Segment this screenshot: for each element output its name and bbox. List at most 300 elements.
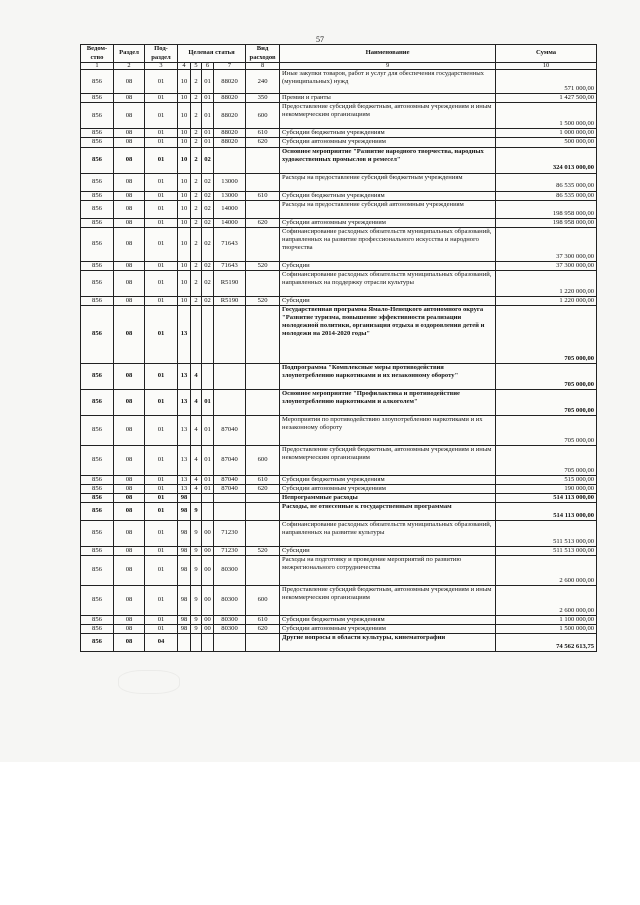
podrazdel-cell: 01 [145, 363, 178, 389]
direction-code-cell: 87040 [214, 484, 246, 493]
expense-type-cell [246, 147, 280, 173]
program-code-cell: 98 [178, 624, 191, 633]
col-num: 7 [214, 63, 246, 70]
vedomstvo-cell: 856 [81, 445, 114, 475]
expense-type-cell: 620 [246, 624, 280, 633]
amount-cell: 1 500 000,00 [496, 103, 597, 129]
event-code-cell: 01 [202, 389, 214, 415]
vedomstvo-cell: 856 [81, 502, 114, 520]
program-code-cell: 10 [178, 129, 191, 138]
table-row [81, 546, 597, 555]
event-code-cell [202, 363, 214, 389]
table-row [81, 484, 597, 493]
razdel-cell: 08 [114, 555, 145, 585]
expense-type-cell [246, 633, 280, 651]
direction-code-cell: 80300 [214, 555, 246, 585]
amount-cell: 511 513 000,00 [496, 520, 597, 546]
direction-code-cell [214, 633, 246, 651]
program-code-cell: 10 [178, 227, 191, 261]
razdel-cell: 08 [114, 624, 145, 633]
expense-type-cell: 610 [246, 191, 280, 200]
vedomstvo-cell: 856 [81, 94, 114, 103]
subprogram-code-cell: 2 [191, 94, 202, 103]
vedomstvo-cell: 856 [81, 363, 114, 389]
amount-cell: 1 220 000,00 [496, 296, 597, 305]
amount-cell: 705 000,00 [496, 305, 597, 363]
program-code-cell [178, 633, 191, 651]
razdel-cell: 08 [114, 520, 145, 546]
direction-code-cell: 71643 [214, 261, 246, 270]
item-name-cell: Предоставление субсидий бюджетным, автономным учреждениям и иным некоммерческим организациям [280, 585, 496, 615]
program-code-cell: 13 [178, 415, 191, 445]
table-row [81, 218, 597, 227]
expense-type-cell [246, 389, 280, 415]
header-row [81, 45, 597, 63]
expense-type-cell [246, 493, 280, 502]
expense-type-cell: 240 [246, 70, 280, 94]
direction-code-cell: R5190 [214, 270, 246, 296]
col-vid: Вид расходов [246, 45, 280, 63]
col-num: 2 [114, 63, 145, 70]
col-podrazdel: Под-раздел [145, 45, 178, 63]
table-row [81, 363, 597, 389]
amount-cell: 705 000,00 [496, 389, 597, 415]
item-name-cell: Премии и гранты [280, 94, 496, 103]
vedomstvo-cell: 856 [81, 555, 114, 585]
podrazdel-cell: 01 [145, 555, 178, 585]
event-code-cell: 02 [202, 200, 214, 218]
table-row [81, 585, 597, 615]
table-row [81, 389, 597, 415]
item-name-cell: Субсидии [280, 296, 496, 305]
direction-code-cell: 14000 [214, 200, 246, 218]
event-code-cell [202, 305, 214, 363]
col-num: 4 [178, 63, 191, 70]
vedomstvo-cell: 856 [81, 475, 114, 484]
podrazdel-cell: 01 [145, 138, 178, 147]
subprogram-code-cell: 2 [191, 70, 202, 94]
amount-cell: 198 958 000,00 [496, 218, 597, 227]
razdel-cell: 08 [114, 261, 145, 270]
subprogram-code-cell: 9 [191, 624, 202, 633]
direction-code-cell [214, 502, 246, 520]
table-row [81, 129, 597, 138]
subprogram-code-cell: 9 [191, 520, 202, 546]
program-code-cell: 98 [178, 502, 191, 520]
direction-code-cell: 14000 [214, 218, 246, 227]
razdel-cell: 08 [114, 502, 145, 520]
table-row [81, 173, 597, 191]
vedomstvo-cell: 856 [81, 200, 114, 218]
vedomstvo-cell: 856 [81, 173, 114, 191]
amount-cell: 37 300 000,00 [496, 261, 597, 270]
item-name-cell: Субсидии бюджетным учреждениям [280, 129, 496, 138]
subprogram-code-cell: 2 [191, 296, 202, 305]
amount-cell: 86 535 000,00 [496, 173, 597, 191]
item-name-cell: Субсидии автономным учреждениям [280, 218, 496, 227]
amount-cell: 324 013 000,00 [496, 147, 597, 173]
direction-code-cell: 13000 [214, 173, 246, 191]
razdel-cell: 08 [114, 493, 145, 502]
podrazdel-cell: 01 [145, 546, 178, 555]
subprogram-code-cell: 2 [191, 103, 202, 129]
vedomstvo-cell: 856 [81, 261, 114, 270]
amount-cell: 705 000,00 [496, 445, 597, 475]
item-name-cell: Расходы на подготовку и проведение мероприятий по развитию межрегионального сотрудничества [280, 555, 496, 585]
subprogram-code-cell: 2 [191, 191, 202, 200]
program-code-cell: 98 [178, 493, 191, 502]
razdel-cell: 08 [114, 445, 145, 475]
razdel-cell: 08 [114, 270, 145, 296]
razdel-cell: 08 [114, 389, 145, 415]
item-name-cell: Субсидии бюджетным учреждениям [280, 475, 496, 484]
razdel-cell: 08 [114, 70, 145, 94]
program-code-cell: 10 [178, 173, 191, 191]
vedomstvo-cell: 856 [81, 270, 114, 296]
subprogram-code-cell: 9 [191, 615, 202, 624]
item-name-cell: Непрограммные расходы [280, 493, 496, 502]
item-name-cell: Другие вопросы в области культуры, кинематографии [280, 633, 496, 651]
item-name-cell: Предоставление субсидий бюджетным, автономным учреждениям и иным некоммерческим организациям [280, 445, 496, 475]
expense-type-cell: 520 [246, 296, 280, 305]
subprogram-code-cell: 4 [191, 484, 202, 493]
table-row [81, 296, 597, 305]
item-name-cell: Софинансирование расходных обязательств муниципальных образований, направленных на развитие культуры [280, 520, 496, 546]
expense-type-cell [246, 200, 280, 218]
event-code-cell: 00 [202, 624, 214, 633]
expense-type-cell: 620 [246, 484, 280, 493]
program-code-cell: 13 [178, 445, 191, 475]
vedomstvo-cell: 856 [81, 546, 114, 555]
razdel-cell: 08 [114, 138, 145, 147]
expense-type-cell: 610 [246, 475, 280, 484]
subprogram-code-cell: 2 [191, 200, 202, 218]
vedomstvo-cell: 856 [81, 493, 114, 502]
vedomstvo-cell: 856 [81, 296, 114, 305]
amount-cell: 571 000,00 [496, 70, 597, 94]
table-row [81, 520, 597, 546]
direction-code-cell: 80300 [214, 585, 246, 615]
program-code-cell: 10 [178, 296, 191, 305]
direction-code-cell: 87040 [214, 415, 246, 445]
expense-type-cell [246, 520, 280, 546]
expense-type-cell: 600 [246, 445, 280, 475]
expense-type-cell: 600 [246, 585, 280, 615]
program-code-cell: 98 [178, 615, 191, 624]
expense-type-cell: 620 [246, 138, 280, 147]
vedomstvo-cell: 856 [81, 227, 114, 261]
podrazdel-cell: 01 [145, 305, 178, 363]
program-code-cell: 13 [178, 389, 191, 415]
subprogram-code-cell [191, 305, 202, 363]
table-row [81, 261, 597, 270]
item-name-cell: Субсидии автономным учреждениям [280, 624, 496, 633]
program-code-cell: 98 [178, 520, 191, 546]
razdel-cell: 08 [114, 103, 145, 129]
col-sum: Сумма [496, 45, 597, 63]
table-row [81, 493, 597, 502]
event-code-cell: 00 [202, 585, 214, 615]
podrazdel-cell: 01 [145, 200, 178, 218]
item-name-cell: Расходы на предоставление субсидий автономным учреждениям [280, 200, 496, 218]
event-code-cell: 02 [202, 270, 214, 296]
amount-cell: 2 600 000,00 [496, 555, 597, 585]
razdel-cell: 08 [114, 475, 145, 484]
program-code-cell: 10 [178, 70, 191, 94]
podrazdel-cell: 01 [145, 191, 178, 200]
podrazdel-cell: 01 [145, 147, 178, 173]
item-name-cell: Подпрограмма "Комплексные меры противодействия злоупотреблению наркотиками и их незаконному обороту" [280, 363, 496, 389]
expense-type-cell: 610 [246, 615, 280, 624]
subprogram-code-cell: 9 [191, 585, 202, 615]
col-num: 9 [280, 63, 496, 70]
subprogram-code-cell [191, 493, 202, 502]
podrazdel-cell: 01 [145, 484, 178, 493]
razdel-cell: 08 [114, 218, 145, 227]
subprogram-code-cell: 9 [191, 502, 202, 520]
event-code-cell: 02 [202, 296, 214, 305]
expense-type-cell: 620 [246, 218, 280, 227]
item-name-cell: Субсидии [280, 261, 496, 270]
table-row [81, 147, 597, 173]
amount-cell: 74 562 613,75 [496, 633, 597, 651]
vedomstvo-cell: 856 [81, 415, 114, 445]
program-code-cell: 13 [178, 363, 191, 389]
podrazdel-cell: 01 [145, 520, 178, 546]
event-code-cell: 01 [202, 475, 214, 484]
podrazdel-cell: 01 [145, 103, 178, 129]
direction-code-cell: 80300 [214, 615, 246, 624]
subprogram-code-cell: 2 [191, 218, 202, 227]
razdel-cell: 08 [114, 363, 145, 389]
table-body [81, 70, 597, 651]
razdel-cell: 08 [114, 296, 145, 305]
program-code-cell: 98 [178, 555, 191, 585]
program-code-cell: 13 [178, 475, 191, 484]
item-name-cell: Субсидии автономным учреждениям [280, 138, 496, 147]
program-code-cell: 10 [178, 191, 191, 200]
vedomstvo-cell: 856 [81, 103, 114, 129]
event-code-cell [202, 633, 214, 651]
subprogram-code-cell: 4 [191, 475, 202, 484]
table-row [81, 415, 597, 445]
program-code-cell: 10 [178, 218, 191, 227]
podrazdel-cell: 01 [145, 585, 178, 615]
table-row [81, 103, 597, 129]
amount-cell: 1 000 000,00 [496, 129, 597, 138]
event-code-cell: 00 [202, 615, 214, 624]
razdel-cell: 08 [114, 147, 145, 173]
event-code-cell: 02 [202, 218, 214, 227]
razdel-cell: 08 [114, 633, 145, 651]
table-row [81, 475, 597, 484]
table-row [81, 200, 597, 218]
item-name-cell: Основное мероприятие "Профилактика и противодействие злоупотреблению наркотиками и алкоголем" [280, 389, 496, 415]
program-code-cell: 10 [178, 270, 191, 296]
event-code-cell: 02 [202, 191, 214, 200]
vedomstvo-cell: 856 [81, 191, 114, 200]
col-num: 10 [496, 63, 597, 70]
subprogram-code-cell: 2 [191, 129, 202, 138]
podrazdel-cell: 01 [145, 615, 178, 624]
subprogram-code-cell: 2 [191, 173, 202, 191]
item-name-cell: Субсидии [280, 546, 496, 555]
podrazdel-cell: 01 [145, 70, 178, 94]
table-row [81, 138, 597, 147]
direction-code-cell [214, 305, 246, 363]
direction-code-cell: R5190 [214, 296, 246, 305]
razdel-cell: 08 [114, 191, 145, 200]
item-name-cell: Иные закупки товаров, работ и услуг для обеспечения государственных (муниципальных) нужд [280, 70, 496, 94]
program-code-cell: 10 [178, 200, 191, 218]
razdel-cell: 08 [114, 305, 145, 363]
program-code-cell: 13 [178, 484, 191, 493]
expense-type-cell [246, 305, 280, 363]
direction-code-cell: 88020 [214, 103, 246, 129]
podrazdel-cell: 01 [145, 261, 178, 270]
item-name-cell: Субсидии автономным учреждениям [280, 484, 496, 493]
item-name-cell: Софинансирование расходных обязательств муниципальных образований, направленных на поддержку отрасли культуры [280, 270, 496, 296]
podrazdel-cell: 01 [145, 624, 178, 633]
amount-cell: 1 500 000,00 [496, 624, 597, 633]
razdel-cell: 08 [114, 585, 145, 615]
table-row [81, 227, 597, 261]
subprogram-code-cell: 9 [191, 555, 202, 585]
subprogram-code-cell [191, 633, 202, 651]
faded-stamp [118, 670, 180, 694]
event-code-cell: 01 [202, 103, 214, 129]
direction-code-cell: 87040 [214, 475, 246, 484]
amount-cell: 1 220 000,00 [496, 270, 597, 296]
razdel-cell: 08 [114, 546, 145, 555]
expense-type-cell: 350 [246, 94, 280, 103]
vedomstvo-cell: 856 [81, 624, 114, 633]
event-code-cell: 01 [202, 129, 214, 138]
table-row [81, 70, 597, 94]
podrazdel-cell: 04 [145, 633, 178, 651]
event-code-cell [202, 493, 214, 502]
vedomstvo-cell: 856 [81, 147, 114, 173]
expense-type-cell: 610 [246, 129, 280, 138]
item-name-cell: Предоставление субсидий бюджетным, автономным учреждениям и иным некоммерческим организациям [280, 103, 496, 129]
expense-type-cell [246, 415, 280, 445]
podrazdel-cell: 01 [145, 389, 178, 415]
podrazdel-cell: 01 [145, 173, 178, 191]
program-code-cell: 13 [178, 305, 191, 363]
expense-type-cell [246, 173, 280, 191]
budget-table [80, 44, 597, 652]
amount-cell: 511 513 000,00 [496, 546, 597, 555]
podrazdel-cell: 01 [145, 493, 178, 502]
podrazdel-cell: 01 [145, 415, 178, 445]
razdel-cell: 08 [114, 200, 145, 218]
expense-type-cell: 600 [246, 103, 280, 129]
direction-code-cell [214, 363, 246, 389]
vedomstvo-cell: 856 [81, 70, 114, 94]
amount-cell: 37 300 000,00 [496, 227, 597, 261]
subprogram-code-cell: 4 [191, 445, 202, 475]
table-row [81, 633, 597, 651]
amount-cell: 514 113 000,00 [496, 502, 597, 520]
col-name: Наименование [280, 45, 496, 63]
razdel-cell: 08 [114, 173, 145, 191]
direction-code-cell [214, 147, 246, 173]
subprogram-code-cell: 9 [191, 546, 202, 555]
event-code-cell [202, 502, 214, 520]
col-num: 8 [246, 63, 280, 70]
col-num: 6 [202, 63, 214, 70]
expense-type-cell [246, 227, 280, 261]
amount-cell: 705 000,00 [496, 415, 597, 445]
subprogram-code-cell: 2 [191, 261, 202, 270]
subprogram-code-cell: 4 [191, 363, 202, 389]
event-code-cell: 00 [202, 520, 214, 546]
vedomstvo-cell: 856 [81, 585, 114, 615]
expense-type-cell: 520 [246, 546, 280, 555]
program-code-cell: 10 [178, 94, 191, 103]
podrazdel-cell: 01 [145, 475, 178, 484]
vedomstvo-cell: 856 [81, 218, 114, 227]
razdel-cell: 08 [114, 615, 145, 624]
podrazdel-cell: 01 [145, 502, 178, 520]
amount-cell: 515 000,00 [496, 475, 597, 484]
subprogram-code-cell: 2 [191, 270, 202, 296]
podrazdel-cell: 01 [145, 227, 178, 261]
table-row [81, 305, 597, 363]
amount-cell: 705 000,00 [496, 363, 597, 389]
col-razdel: Раздел [114, 45, 145, 63]
program-code-cell: 10 [178, 103, 191, 129]
podrazdel-cell: 01 [145, 296, 178, 305]
item-name-cell: Расходы, не отнесенные к государственным программам [280, 502, 496, 520]
subprogram-code-cell: 4 [191, 415, 202, 445]
vedomstvo-cell: 856 [81, 615, 114, 624]
subprogram-code-cell: 4 [191, 389, 202, 415]
event-code-cell: 02 [202, 173, 214, 191]
expense-type-cell [246, 555, 280, 585]
direction-code-cell: 71230 [214, 520, 246, 546]
amount-cell: 198 958 000,00 [496, 200, 597, 218]
razdel-cell: 08 [114, 94, 145, 103]
table-row [81, 624, 597, 633]
item-name-cell: Субсидии бюджетным учреждениям [280, 191, 496, 200]
podrazdel-cell: 01 [145, 270, 178, 296]
direction-code-cell: 71230 [214, 546, 246, 555]
direction-code-cell: 88020 [214, 70, 246, 94]
amount-cell: 2 600 000,00 [496, 585, 597, 615]
podrazdel-cell: 01 [145, 129, 178, 138]
event-code-cell: 00 [202, 555, 214, 585]
vedomstvo-cell: 856 [81, 484, 114, 493]
razdel-cell: 08 [114, 484, 145, 493]
item-name-cell: Софинансирование расходных обязательств муниципальных образований, направленных на развитие профессионального искусства и народного творчества [280, 227, 496, 261]
table-row [81, 502, 597, 520]
col-num: 3 [145, 63, 178, 70]
col-celevaya: Целевая статья [178, 45, 246, 63]
col-num: 5 [191, 63, 202, 70]
col-num: 1 [81, 63, 114, 70]
event-code-cell: 01 [202, 415, 214, 445]
amount-cell: 514 113 000,00 [496, 493, 597, 502]
event-code-cell: 02 [202, 147, 214, 173]
direction-code-cell: 88020 [214, 94, 246, 103]
subprogram-code-cell: 2 [191, 138, 202, 147]
item-name-cell: Субсидии бюджетным учреждениям [280, 615, 496, 624]
podrazdel-cell: 01 [145, 94, 178, 103]
event-code-cell: 02 [202, 227, 214, 261]
podrazdel-cell: 01 [145, 445, 178, 475]
amount-cell: 1 427 500,00 [496, 94, 597, 103]
